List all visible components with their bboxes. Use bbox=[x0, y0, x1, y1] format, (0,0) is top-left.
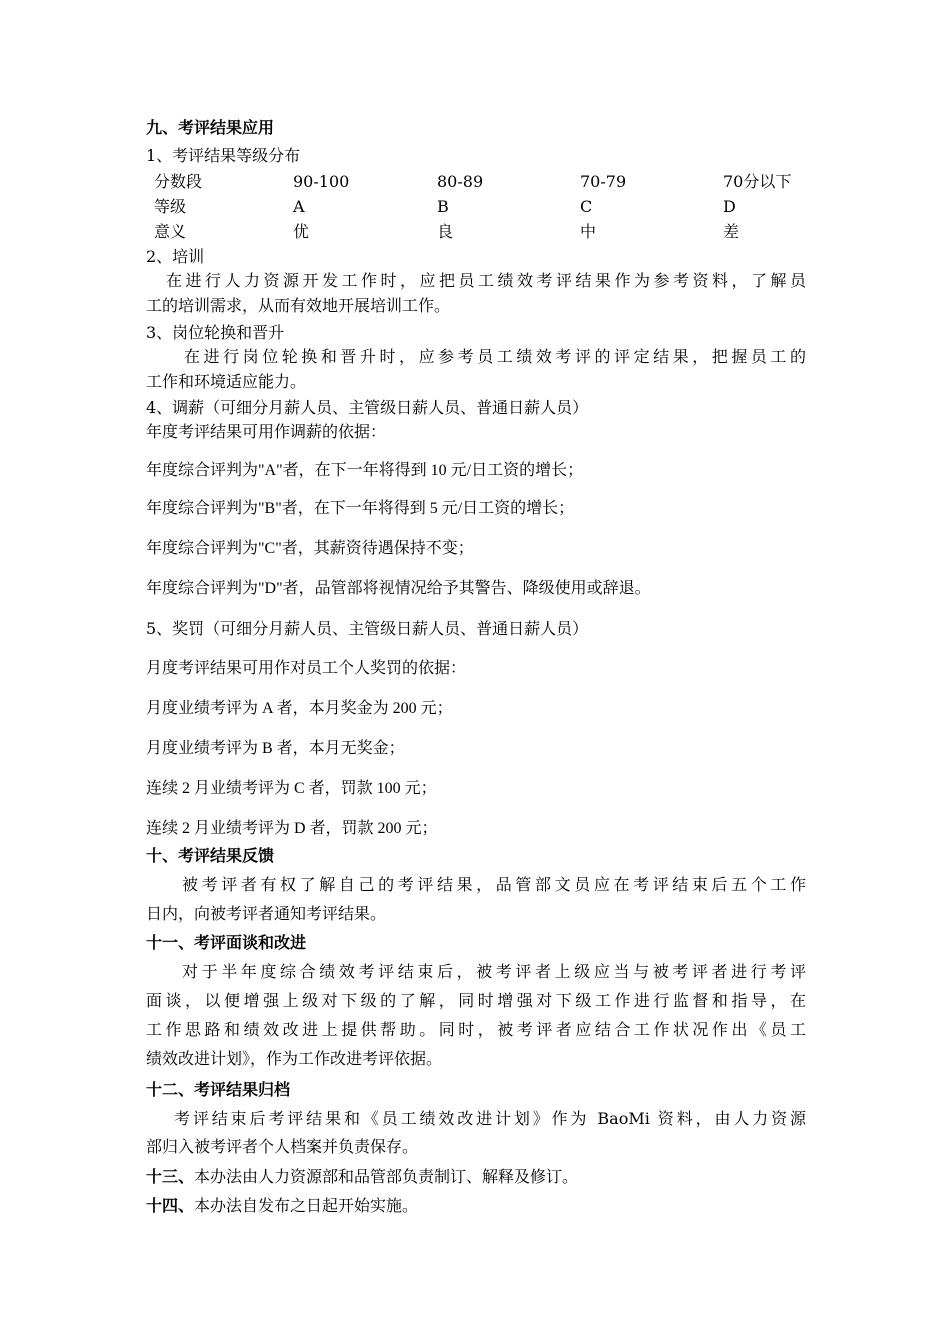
subheading-reward-penalty: 5、奖罚（可细分月薪人员、主管级日薪人员、普通日薪人员） bbox=[146, 619, 589, 638]
grade-table-cell: A bbox=[293, 197, 305, 216]
section-12-heading: 十二、考评结果归档 bbox=[146, 1080, 291, 1099]
salary-item: 年度综合评判为"D"者，品管部将视情况给予其警告、降级使用或辞退。 bbox=[146, 580, 651, 597]
section-14-label: 十四、 bbox=[146, 1196, 195, 1215]
paragraph-promotion-line: 在进行岗位轮换和晋升时，应参考员工绩效考评的评定结果，把握员工的 bbox=[184, 347, 806, 366]
grade-table-header-cell: 70-79 bbox=[580, 172, 627, 191]
grade-table-cell: 中 bbox=[580, 222, 597, 241]
paragraph-archive-line: 考评结束后考评结果和《员工绩效改进计划》作为 BaoMi 资料，由人力资源 bbox=[174, 1109, 806, 1128]
section-14-text: 本办法自发布之日起开始实施。 bbox=[194, 1196, 419, 1215]
grade-table-cell: 差 bbox=[723, 222, 740, 241]
paragraph-archive-line: 部归入被考评者个人档案并负责保存。 bbox=[146, 1137, 419, 1156]
paragraph-interview-line: 面谈，以便增强上级对下级的了解，同时增强对下级工作进行监督和指导，在 bbox=[146, 993, 806, 1010]
subheading-salary-adjustment: 4、调薪（可细分月薪人员、主管级日薪人员、普通日薪人员） bbox=[146, 398, 589, 417]
grade-table-cell: B bbox=[437, 197, 449, 216]
paragraph-training-line: 在进行人力资源开发工作时，应把员工绩效考评结果作为参考资料，了解员 bbox=[166, 271, 806, 290]
grade-table-header-cell: 70分以下 bbox=[723, 172, 792, 191]
paragraph-feedback-line: 被考评者有权了解自己的考评结果，品管部文员应在考评结束后五个工作 bbox=[182, 875, 806, 894]
subheading-rotation-promotion: 3、岗位轮换和晋升 bbox=[146, 323, 285, 342]
salary-item: 年度综合评判为"B"者，在下一年将得到 5 元/日工资的增长； bbox=[146, 500, 575, 517]
subheading-grade-distribution: 1、考评结果等级分布 bbox=[146, 146, 301, 165]
section-13-text: 本办法由人力资源部和品管部负责制订、解释及修订。 bbox=[194, 1167, 579, 1186]
section-13 bbox=[146, 1166, 578, 1188]
reward-item: 月度业绩考评为 B 者，本月无奖金； bbox=[146, 740, 405, 757]
grade-table-cell: 优 bbox=[293, 222, 310, 241]
reward-intro: 月度考评结果可用作对员工个人奖罚的依据： bbox=[146, 660, 467, 677]
paragraph-interview-line: 对于半年度综合绩效考评结束后，被考评者上级应当与被考评者进行考评 bbox=[182, 964, 806, 981]
section-10-heading: 十、考评结果反馈 bbox=[146, 846, 275, 865]
section-9-heading: 九、考评结果应用 bbox=[146, 118, 275, 137]
paragraph-interview-line: 绩效改进计划》，作为工作改进考评依据。 bbox=[146, 1051, 443, 1068]
section-13-label: 十三、 bbox=[146, 1167, 195, 1186]
subheading-training: 2、培训 bbox=[146, 247, 205, 266]
grade-table-header-cell: 80-89 bbox=[437, 172, 484, 191]
grade-table-header-cell: 分数段 bbox=[154, 172, 203, 191]
reward-item: 连续 2 月业绩考评为 C 者，罚款 100 元； bbox=[146, 780, 437, 797]
grade-table-cell: 等级 bbox=[154, 197, 187, 216]
section-11-heading: 十一、考评面谈和改进 bbox=[146, 933, 307, 952]
reward-item: 月度业绩考评为 A 者，本月奖金为 200 元； bbox=[146, 700, 453, 717]
salary-item: 年度综合评判为"A"者，在下一年将得到 10 元/日工资的增长； bbox=[146, 462, 584, 479]
grade-table-cell: D bbox=[723, 197, 736, 216]
section-14 bbox=[146, 1195, 418, 1217]
reward-item: 连续 2 月业绩考评为 D 者，罚款 200 元； bbox=[146, 820, 438, 837]
grade-table-header-cell: 90-100 bbox=[293, 172, 350, 191]
grade-table-cell: 意义 bbox=[154, 222, 187, 241]
paragraph-promotion-line: 工作和环境适应能力。 bbox=[146, 372, 307, 391]
grade-table-cell: 良 bbox=[437, 222, 454, 241]
salary-intro: 年度考评结果可用作调薪的依据： bbox=[146, 422, 387, 441]
paragraph-feedback-line: 日内，向被考评者通知考评结果。 bbox=[146, 904, 387, 923]
paragraph-training-line: 工的培训需求，从而有效地开展培训工作。 bbox=[146, 296, 451, 315]
salary-item: 年度综合评判为"C"者，其薪资待遇保持不变； bbox=[146, 540, 474, 557]
paragraph-interview-line: 工作思路和绩效改进上提供帮助。同时，被考评者应结合工作状况作出《员工 bbox=[146, 1022, 806, 1039]
grade-table-cell: C bbox=[580, 197, 593, 216]
